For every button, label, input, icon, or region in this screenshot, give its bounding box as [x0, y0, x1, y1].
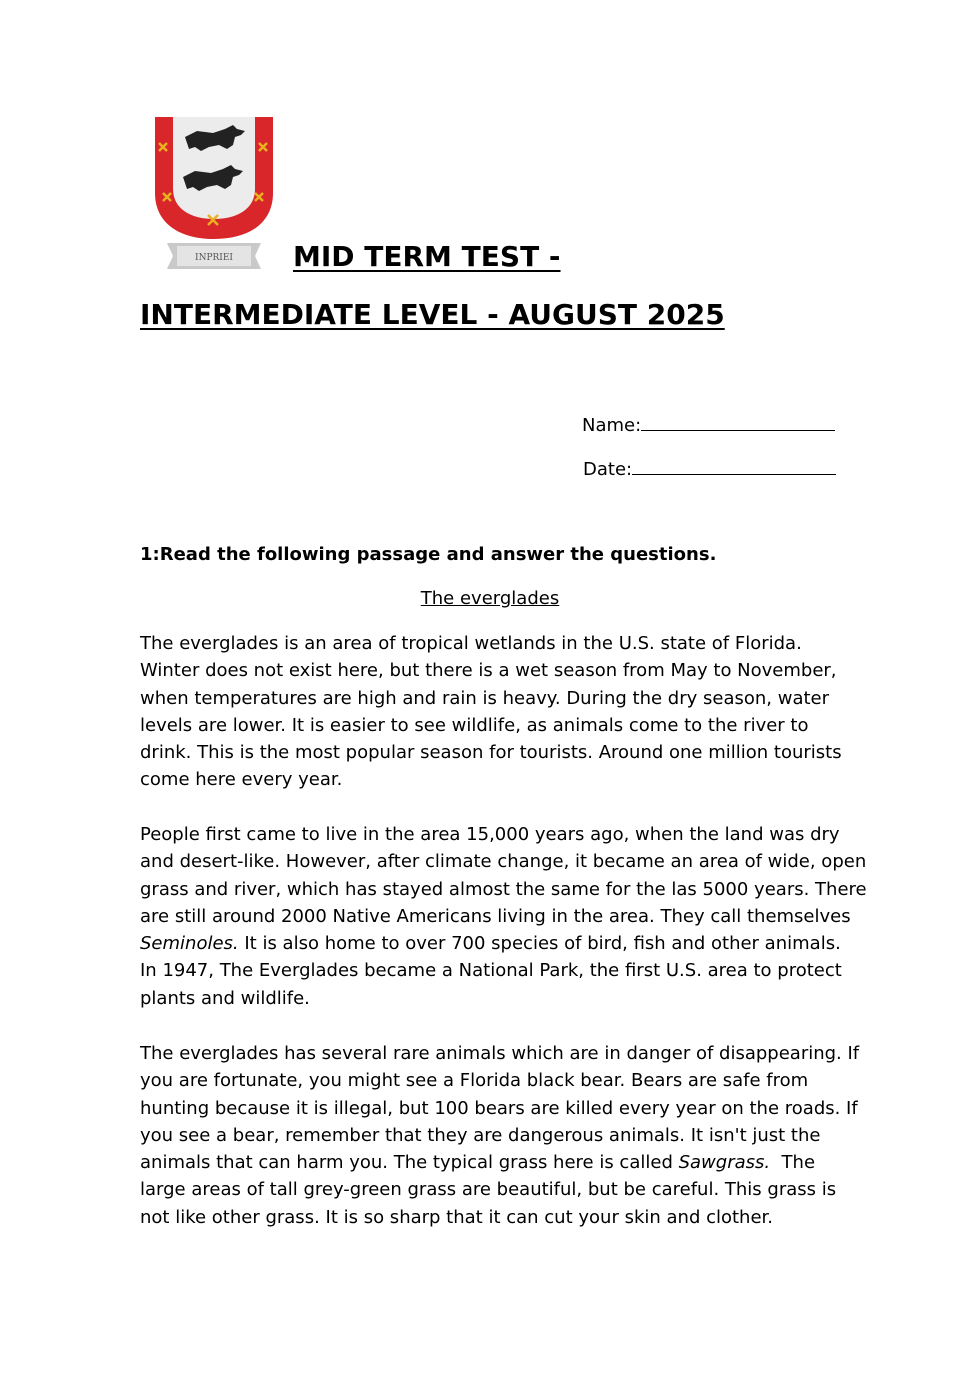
paragraph-line: People first came to live in the area 15,000 years ago, when the land was dry [140, 824, 840, 845]
name-field[interactable] [582, 413, 835, 436]
paragraph-line: drink. This is the most popular season for tourists. Around one million tourists [140, 742, 842, 764]
question-1-instruction: 1:Read the following passage and answer the questions. [140, 544, 717, 565]
paragraph-line: you see a bear, remember that they are dangerous animals. It isn't just the [140, 1124, 821, 1146]
paragraph-line: hunting because it is illegal, but 100 bears are killed every year on the roads. If [140, 1097, 858, 1119]
paragraph-line: levels are lower. It is easier to see wildlife, as animals come to the river to [140, 714, 809, 736]
passage-title: The everglades [420, 588, 560, 609]
paragraph-line: In 1947, The Everglades became a National Park, the first U.S. area to protect [140, 960, 842, 982]
date-label: Date: [583, 459, 633, 480]
paragraph-line-end: The [770, 1152, 816, 1174]
passage-paragraph-2 [140, 821, 867, 1012]
paragraph-line: Winter does not exist here, but there is a wet season from May to November, [140, 660, 837, 682]
name-label: Name: [582, 415, 642, 436]
paragraph-line: The everglades is an area of tropical wetlands in the U.S. state of Florida. [140, 633, 802, 654]
paragraph-line [140, 1149, 842, 1176]
passage-paragraph-1 [140, 630, 842, 794]
paragraph-line: and desert-like. However, after climate change, it became an area of wide, open [140, 851, 867, 873]
paragraph-line-rest: It is also home to over 700 species of bird, fish and other animals. [238, 933, 841, 955]
paragraph-line [140, 930, 842, 957]
seminoles-term: Seminoles. [140, 933, 239, 955]
sawgrass-term: Sawgrass. [678, 1152, 771, 1174]
paragraph-line: grass and river, which has stayed almost the same for the las 5000 years. There [140, 878, 867, 900]
paragraph-line: when temperatures are high and rain is heavy. During the dry season, water [140, 687, 830, 709]
paragraph-line: you are fortunate, you might see a Florida black bear. Bears are safe from [140, 1070, 809, 1092]
paragraph-line: come here every year. [140, 769, 343, 791]
school-crest-logo [153, 115, 275, 273]
paragraph-line: are still around 2000 Native Americans living in the area. They call themselves [140, 905, 851, 927]
paragraph-line: large areas of tall grey-green grass are beautiful, but be careful. This grass is [140, 1179, 837, 1201]
passage-paragraph-3 [140, 1040, 860, 1231]
test-title-line-2: INTERMEDIATE LEVEL - AUGUST 2025 [140, 298, 725, 331]
name-blank-line[interactable] [641, 413, 835, 431]
crest-motto: INPRIEI [195, 253, 233, 263]
paragraph-line: not like other grass. It is so sharp that it can cut your skin and clother. [140, 1206, 774, 1228]
date-field[interactable] [583, 457, 836, 480]
paragraph-line: plants and wildlife. [140, 987, 310, 1009]
paragraph-line: The everglades has several rare animals which are in danger of disappearing. If [140, 1043, 860, 1064]
test-title-line-1: MID TERM TEST - [293, 240, 561, 273]
paragraph-line-start: animals that can harm you. The typical grass here is called [140, 1152, 679, 1174]
date-blank-line[interactable] [632, 457, 836, 475]
